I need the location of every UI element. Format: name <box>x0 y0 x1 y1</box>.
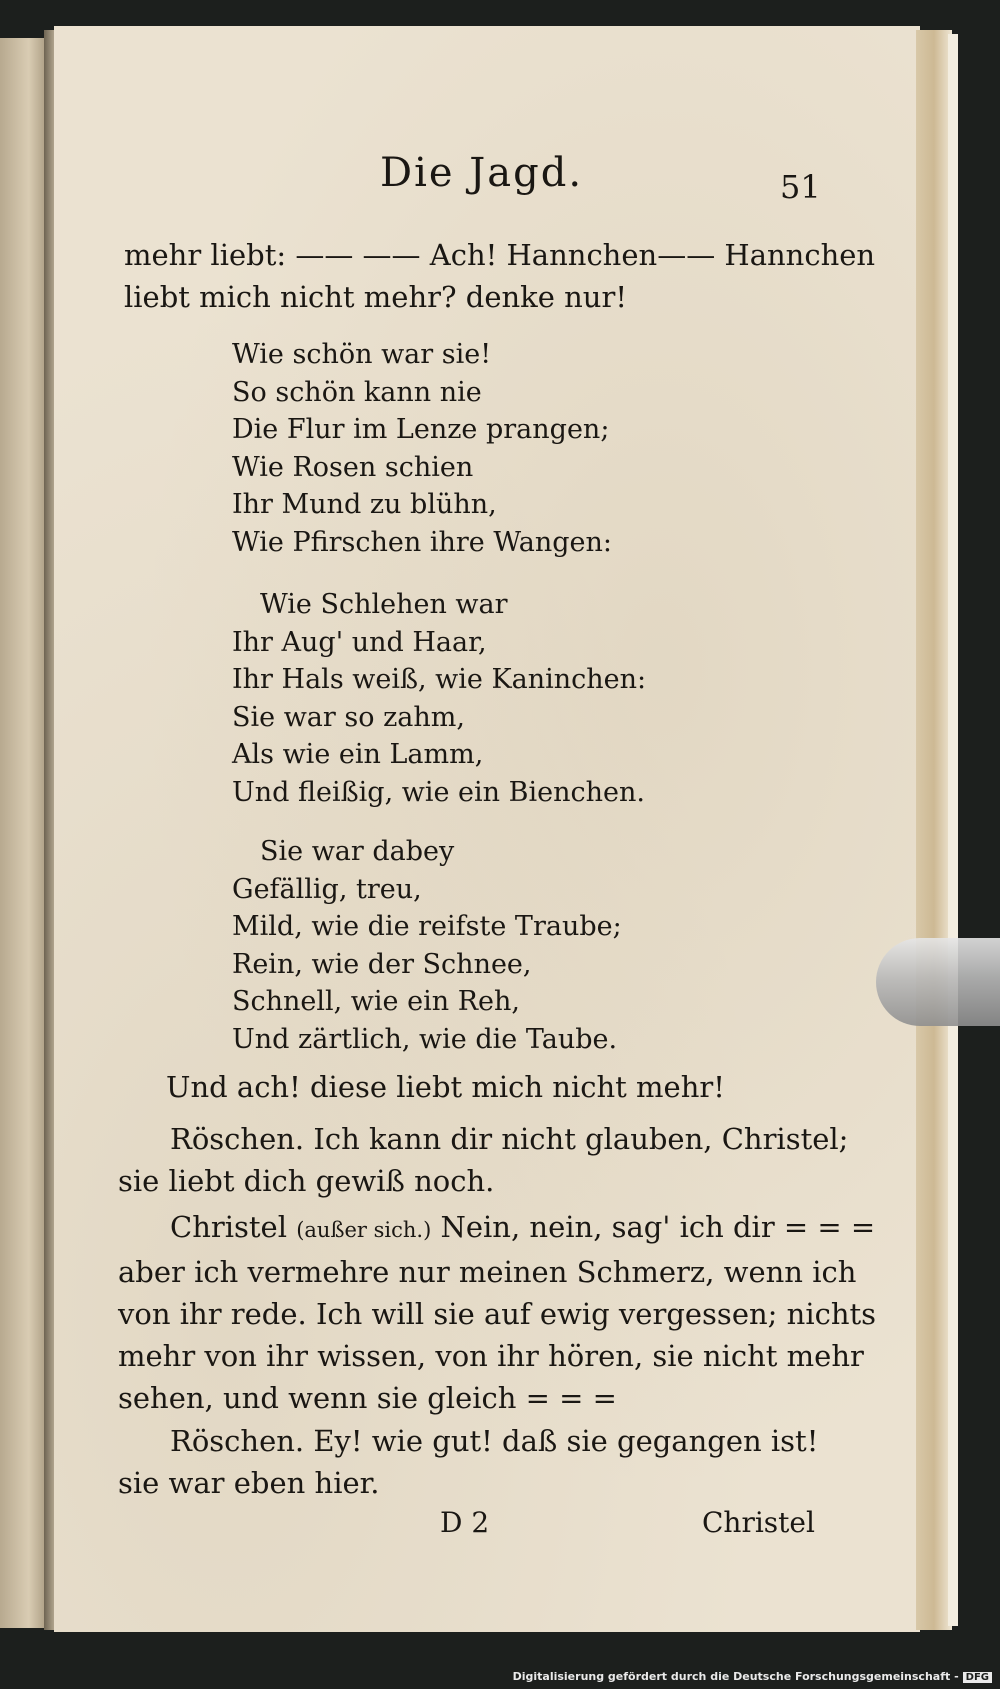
poem-stanza-2 <box>232 586 646 811</box>
verse-line: Sie war so zahm, <box>232 701 465 733</box>
verse-line: Ihr Hals weiß, wie Kaninchen: <box>232 664 647 695</box>
verse-line: Gefällig, treu, <box>232 873 422 905</box>
verse-line: Wie Pfirschen ihre Wangen: <box>232 526 613 558</box>
text-line: aber ich vermehre nur meinen Schmerz, wenn ich <box>118 1255 857 1289</box>
digitization-credit <box>513 1670 992 1683</box>
page-stack-edge-light <box>948 34 958 1626</box>
text-line: sehen, und wenn sie gleich = = = <box>118 1381 617 1415</box>
text-line: sie war eben hier. <box>118 1466 380 1500</box>
speech-text: Nein, nein, sag' ich dir = = = <box>440 1210 876 1244</box>
page-number: 51 <box>780 168 821 206</box>
stage-direction: (außer sich.) <box>296 1218 432 1242</box>
lament-line: Und ach! diese liebt mich nicht mehr! <box>166 1070 725 1104</box>
opening-lines <box>124 234 875 318</box>
left-page-edge <box>0 38 48 1628</box>
text-line: mehr von ihr wissen, von ihr hören, sie nicht mehr <box>118 1339 864 1373</box>
text-line: sie liebt dich gewiß noch. <box>118 1164 495 1198</box>
verse-line: So schön kann nie <box>232 376 482 408</box>
running-title: Die Jagd. <box>380 150 584 196</box>
poem-stanza-3 <box>232 833 622 1058</box>
verse-line: Schnell, wie ein Reh, <box>232 986 520 1017</box>
verse-line: Mild, wie die reifste Traube; <box>232 911 622 942</box>
credit-text: Digitalisierung gefördert durch die Deutsche Forschungsgemeinschaft - <box>512 1670 959 1683</box>
verse-line: Wie schön war sie! <box>232 339 492 370</box>
poem-stanza-1 <box>232 336 612 561</box>
verse-line: Wie Schlehen war <box>260 589 508 620</box>
verse-line: Als wie ein Lamm, <box>232 739 484 770</box>
text-line: Röschen. Ey! wie gut! daß sie gegangen ist! <box>170 1424 819 1458</box>
verse-line: Ihr Aug' und Haar, <box>232 626 487 658</box>
verse-line: Rein, wie der Schnee, <box>232 948 532 980</box>
roeschen-speech-1 <box>118 1118 848 1202</box>
catchword: Christel <box>702 1506 815 1539</box>
verse-line: Ihr Mund zu blühn, <box>232 489 497 520</box>
verse-line: Und fleißig, wie ein Bienchen. <box>232 776 645 808</box>
christel-speech <box>118 1206 876 1419</box>
dfg-logo: DFG <box>963 1672 992 1683</box>
speech-first-line <box>118 1206 876 1251</box>
verse-line: Die Flur im Lenze prangen; <box>232 414 610 445</box>
page-stack-edge <box>916 30 952 1630</box>
text-line: Röschen. Ich kann dir nicht glauben, Christel; <box>170 1122 849 1156</box>
text-line: mehr liebt: —— —— Ach! Hannchen—— Hannchen <box>124 238 876 272</box>
text-line: von ihr rede. Ich will sie auf ewig vergessen; nichts <box>118 1297 877 1331</box>
verse-line: Sie war dabey <box>260 836 455 867</box>
roeschen-speech-2 <box>118 1420 818 1504</box>
text-line: liebt mich nicht mehr? denke nur! <box>124 280 627 314</box>
verse-line: Wie Rosen schien <box>232 451 474 483</box>
signature-mark: D 2 <box>440 1506 490 1539</box>
page-clip <box>876 938 1000 1026</box>
speaker-name: Christel <box>170 1210 287 1244</box>
verse-line: Und zärtlich, wie die Taube. <box>232 1023 618 1055</box>
